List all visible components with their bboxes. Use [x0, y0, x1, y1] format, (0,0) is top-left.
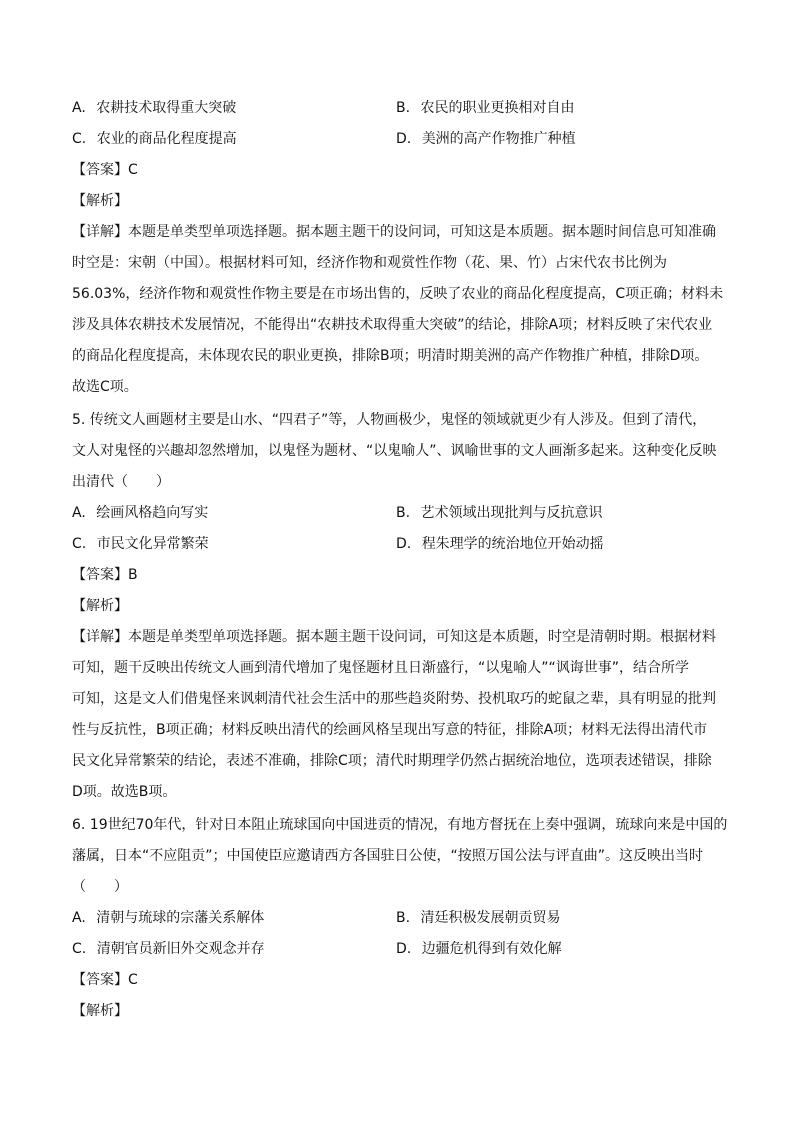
q4-detail-line: 的商品化程度提高，未体现农民的职业更换，排除B项；明清时期美洲的高产作物推广种植，排除D项。 [72, 348, 709, 364]
q5-detail-line: 可知，这是文人们借鬼怪来讽刺清代社会生活中的那些趋炎附势、投机取巧的蛇鼠之辈，具有明显的批判 [72, 691, 716, 707]
q5-detail-line: 【详解】本题是单类型单项选择题。据本题主题干设问词，可知这是本质题，时空是清朝时期。根据材料 [72, 629, 716, 645]
q4-detail-line: 【详解】本题是单类型单项选择题。据本题主题干的设问词，可知这是本质题。据本题时间信息可知准确 [72, 224, 716, 240]
q4-detail-line: 56.03%，经济作物和观赏性作物主要是在市场出售的，反映了农业的商品化程度提高，C项正确；材料未 [72, 286, 724, 302]
q4-answer: 【答案】C [72, 162, 138, 178]
q6-option-d [396, 939, 562, 959]
q5-option-b [396, 503, 603, 523]
option-letter: C. [72, 941, 87, 957]
q6-stem-line: （ ） [72, 879, 128, 895]
q5-answer: 【答案】B [72, 567, 138, 583]
option-text: 程朱理学的统治地位开始动摇 [421, 536, 604, 552]
q6-option-a [72, 908, 264, 928]
option-letter: D. [396, 131, 412, 147]
option-letter: B. [396, 910, 411, 926]
option-letter: B. [396, 100, 411, 116]
q6-analysis-label: 【解析】 [72, 1003, 128, 1019]
option-text: 艺术领域出现批判与反抗意识 [420, 505, 603, 521]
q4-analysis-label: 【解析】 [72, 193, 128, 209]
q5-detail-line: 性与反抗性，B项正确；材料反映出清代的绘画风格呈现出写意的特征，排除A项；材料无法得出清代市 [72, 722, 708, 738]
option-text: 农耕技术取得重大突破 [96, 100, 237, 116]
option-text: 农民的职业更换相对自由 [420, 100, 575, 116]
q5-option-a [72, 503, 208, 523]
q4-detail-line: 故选C项。 [72, 379, 138, 395]
option-letter: D. [396, 536, 412, 552]
option-letter: B. [396, 505, 411, 521]
q5-detail-line: 可知，题干反映出传统文人画到清代增加了鬼怪题材且日渐盛行，“以鬼喻人”“讽诲世事”，结合所学 [72, 660, 690, 676]
q4-detail-line: 时空是：宋朝（中国）。根据材料可知，经济作物和观赏性作物（花、果、竹）占宋代农书比例为 [72, 255, 667, 271]
option-text: 清朝与琉球的宗藩关系解体 [96, 910, 265, 926]
q5-stem-line: 5. 传统文人画题材主要是山水、“四君子”等，人物画极少，鬼怪的领域就更少有人涉及。但到了清代， [72, 412, 707, 428]
option-letter: D. [396, 941, 412, 957]
option-letter: A. [72, 910, 86, 926]
option-text: 市民文化异常繁荣 [96, 536, 209, 552]
q6-stem-line: 6. 19世纪70年代，针对日本阻止琉球国向中国进贡的情况，有地方督抚在上奏中强调，琉球向来是中国的 [72, 817, 728, 833]
q5-detail-line: D项。故选B项。 [72, 784, 177, 800]
q6-option-c [72, 939, 265, 959]
option-text: 清朝官员新旧外交观念并存 [96, 941, 265, 957]
q6-option-b [396, 908, 561, 928]
q4-detail-line: 涉及具体农耕技术发展情况，不能得出“农耕技术取得重大突破”的结论，排除A项；材料反映了宋代农业 [72, 317, 713, 333]
option-letter: C. [72, 131, 87, 147]
q5-analysis-label: 【解析】 [72, 598, 128, 614]
q6-answer: 【答案】C [72, 972, 138, 988]
q5-detail-line: 民文化异常繁荣的结论，表述不准确，排除C项；清代时期理学仍然占据统治地位，选项表述错误，排除 [72, 753, 712, 769]
option-text: 农业的商品化程度提高 [96, 131, 237, 147]
option-text: 清廷积极发展朝贡贸易 [420, 910, 561, 926]
q5-stem-line: 出清代（ ） [72, 474, 170, 490]
q6-stem-line: 藩属，日本“不应阻贡”；中国使臣应邀请西方各国驻日公使，“按照万国公法与评直曲”。这反映出当时 [72, 848, 704, 864]
q5-stem-line: 文人对鬼怪的兴趣却忽然增加，以鬼怪为题材、“以鬼喻人”、讽喻世事的文人画渐多起来。这种变化反映 [72, 443, 717, 459]
q4-option-a [72, 98, 236, 118]
q4-option-c [72, 129, 237, 149]
option-letter: A. [72, 100, 86, 116]
q5-option-d [396, 534, 604, 554]
q4-option-b [396, 98, 575, 118]
option-text: 美洲的高产作物推广种植 [421, 131, 576, 147]
option-text: 边疆危机得到有效化解 [421, 941, 562, 957]
q4-option-d [396, 129, 576, 149]
option-letter: A. [72, 505, 86, 521]
option-text: 绘画风格趋向写实 [96, 505, 209, 521]
option-letter: C. [72, 536, 87, 552]
q5-option-c [72, 534, 209, 554]
